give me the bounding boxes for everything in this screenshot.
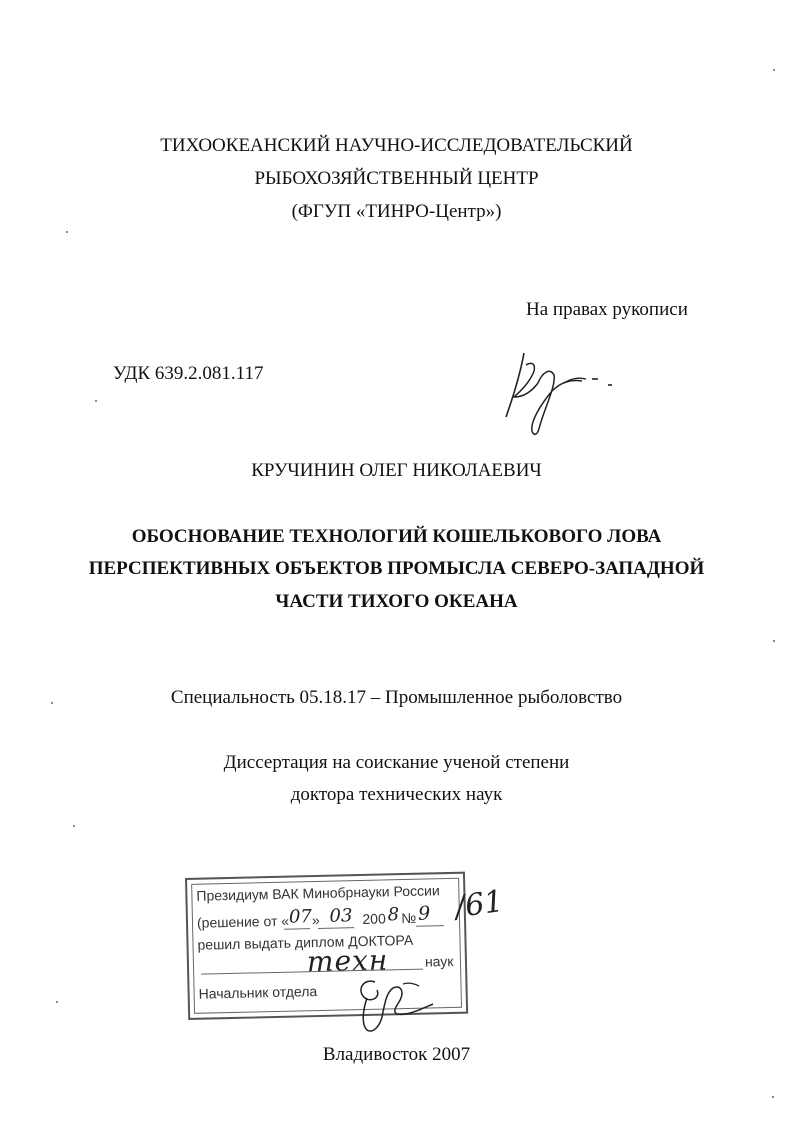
stamp-quote-close: »	[311, 911, 320, 929]
author-signature	[494, 345, 624, 440]
scan-speck	[773, 69, 775, 71]
stamp-year-digit-handwritten: 8	[387, 904, 400, 926]
stamp-number-label: №	[401, 909, 417, 927]
stamp-science-label: наук	[424, 952, 454, 970]
stamp-decision-diploma-line: решил выдать диплом ДОКТОРА	[197, 931, 414, 953]
stamp-year-prefix: 200	[362, 910, 386, 927]
dissertation-title-line-2: ПЕРСПЕКТИВНЫХ ОБЪЕКТОВ ПРОМЫСЛА СЕВЕРО-ЗАПАДНОЙ	[88, 558, 705, 579]
dissertation-degree-line-2: доктора технических наук	[290, 784, 503, 805]
stamp-science-field-handwritten: техн	[306, 943, 389, 979]
stamp-day-handwritten: 07	[288, 906, 313, 928]
institution-abbreviation: (ФГУП «ТИНРО-Центр»)	[291, 201, 502, 222]
scan-speck	[56, 1001, 58, 1003]
scan-speck	[66, 231, 68, 233]
department-head-signature	[353, 968, 443, 1036]
stamp-month-handwritten: 03	[329, 905, 353, 927]
scan-speck	[773, 640, 775, 642]
dissertation-title-line-3: ЧАСТИ ТИХОГО ОКЕАНА	[275, 591, 518, 612]
city-and-year: Владивосток 2007	[322, 1044, 471, 1065]
specialty: Специальность 05.18.17 – Промышленное рыболовство	[170, 687, 623, 708]
institution-name-line-2: РЫБОХОЗЯЙСТВЕННЫЙ ЦЕНТР	[254, 168, 539, 189]
stamp-number-suffix-handwritten: /61	[452, 883, 506, 926]
stamp-decision-prefix: (решение от «	[196, 912, 290, 931]
dissertation-title-line-1: ОБОСНОВАНИЕ ТЕХНОЛОГИЙ КОШЕЛЬКОВОГО ЛОВА	[131, 526, 662, 547]
manuscript-rights-note: На правах рукописи	[526, 299, 688, 320]
scan-speck	[772, 1096, 774, 1098]
scan-speck	[95, 400, 97, 402]
stamp-number-handwritten: 9	[417, 902, 431, 925]
scan-speck	[73, 825, 75, 827]
stamp-department-head-label: Начальник отдела	[198, 983, 318, 1002]
dissertation-degree-line-1: Диссертация на соискание ученой степени	[223, 752, 570, 773]
udk-code: УДК 639.2.081.117	[113, 363, 264, 384]
institution-name-line-1: ТИХООКЕАНСКИЙ НАУЧНО-ИССЛЕДОВАТЕЛЬСКИЙ	[160, 135, 633, 156]
author-name: КРУЧИНИН ОЛЕГ НИКОЛАЕВИЧ	[251, 460, 542, 481]
scan-speck	[51, 702, 53, 704]
stamp-presidium-line: Президиум ВАК Минобрнауки России	[196, 882, 440, 904]
